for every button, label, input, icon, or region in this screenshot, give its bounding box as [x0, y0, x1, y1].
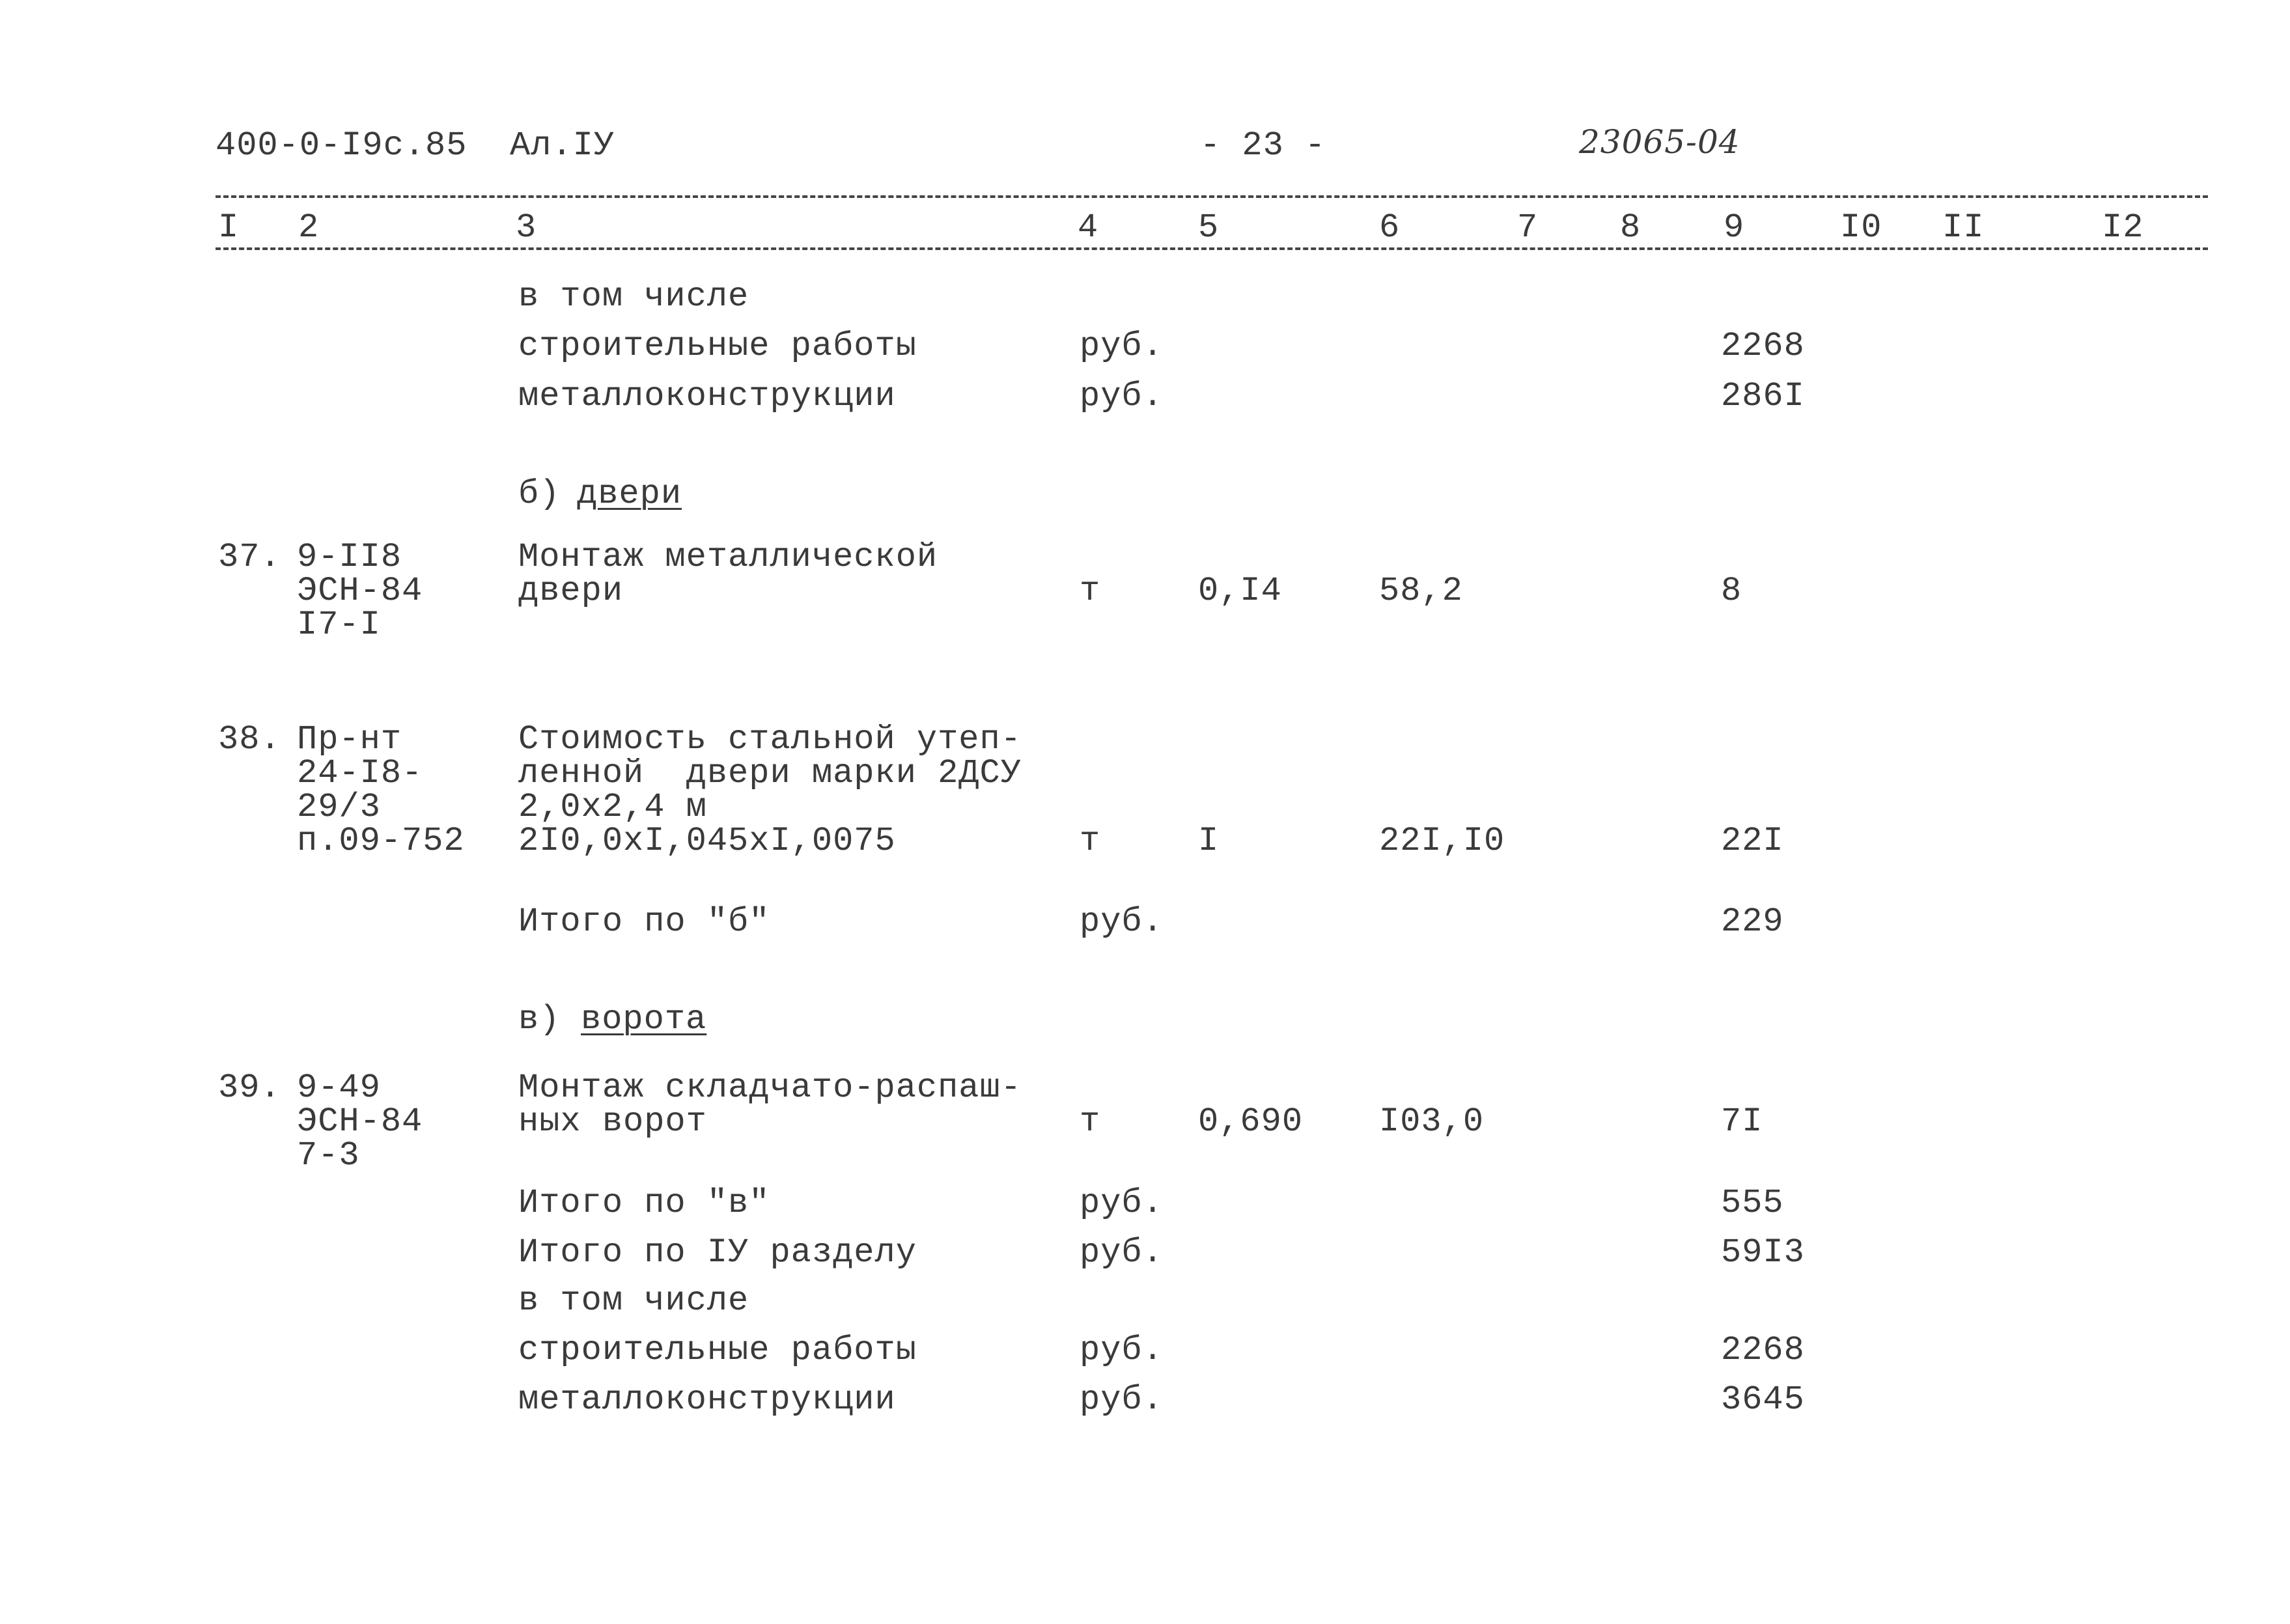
- top-dashed-rule: [216, 195, 2208, 198]
- row-39-number: 39.: [218, 1069, 281, 1107]
- subtotal-breakdown-label: в том числе: [518, 277, 749, 316]
- album-label: Ал.IУ: [510, 126, 615, 165]
- row-37-unit: т: [1080, 572, 1101, 610]
- total-v-unit: руб.: [1080, 1184, 1164, 1222]
- section-b-prefix: б): [518, 475, 561, 513]
- metal-structures-unit: руб.: [1080, 377, 1164, 415]
- section-v-title: ворота: [581, 1000, 707, 1039]
- row-39-unit-price: I03,0: [1379, 1102, 1485, 1141]
- column-number-2: 2: [298, 208, 320, 247]
- column-number-10: I0: [1840, 208, 1882, 247]
- row-37-description: Монтаж металлической двери: [518, 538, 938, 610]
- row-38-total: 22I: [1721, 822, 1784, 860]
- row-37-total: 8: [1721, 572, 1742, 610]
- column-number-4: 4: [1078, 208, 1099, 247]
- construction-works-label-2: строительные работы: [518, 1331, 917, 1369]
- total-b-unit: руб.: [1080, 903, 1164, 941]
- row-38-code: Пр-нт 24-I8- 29/3 п.09-752: [297, 720, 465, 860]
- row-39-description: Монтаж складчато-распаш- ных ворот: [518, 1069, 1022, 1141]
- row-38-quantity: I: [1198, 822, 1220, 860]
- row-39-total: 7I: [1721, 1102, 1763, 1141]
- construction-works-unit-2: руб.: [1080, 1331, 1164, 1369]
- column-number-3: 3: [516, 208, 537, 247]
- column-number-12: I2: [2102, 208, 2144, 247]
- handwritten-number: 23065-04: [1579, 123, 1740, 161]
- construction-works-unit: руб.: [1080, 327, 1164, 365]
- metal-structures-label: металлоконструкции: [518, 377, 896, 415]
- total-v-amount: 555: [1721, 1184, 1784, 1222]
- subtotal-breakdown-label-2: в том числе: [518, 1281, 749, 1320]
- column-number-9: 9: [1724, 208, 1745, 247]
- metal-structures-unit-2: руб.: [1080, 1380, 1164, 1419]
- column-number-11: II: [1942, 208, 1985, 247]
- row-37-unit-price: 58,2: [1379, 572, 1463, 610]
- metal-structures-amount-2: 3645: [1721, 1380, 1805, 1419]
- construction-works-amount: 2268: [1721, 327, 1805, 365]
- row-38-unit: т: [1080, 822, 1101, 860]
- total-section-iv-amount: 59I3: [1721, 1233, 1805, 1272]
- bottom-dashed-rule: [216, 247, 2208, 250]
- row-37-code: 9-II8 ЭСН-84 I7-I: [297, 538, 423, 644]
- document-code: 400-0-I9с.85: [216, 126, 468, 165]
- section-v-prefix: в): [518, 1000, 561, 1039]
- metal-structures-amount: 286I: [1721, 377, 1805, 415]
- total-b-label: Итого по "б": [518, 903, 770, 941]
- page-number: - 23 -: [1200, 126, 1326, 165]
- construction-works-amount-2: 2268: [1721, 1331, 1805, 1369]
- row-38-description: Стоимость стальной утеп- ленной двери марки 2ДСУ 2,0х2,4 м 2I0,0хI,045хI,0075: [518, 720, 1022, 860]
- row-37-number: 37.: [218, 538, 281, 576]
- row-39-code: 9-49 ЭСН-84 7-3: [297, 1069, 423, 1175]
- column-number-6: 6: [1379, 208, 1401, 247]
- column-number-8: 8: [1620, 208, 1641, 247]
- column-number-7: 7: [1517, 208, 1539, 247]
- metal-structures-label-2: металлоконструкции: [518, 1380, 896, 1419]
- construction-works-label: строительные работы: [518, 327, 917, 365]
- total-section-iv-label: Итого по IУ разделу: [518, 1233, 917, 1272]
- column-number-5: 5: [1198, 208, 1220, 247]
- row-39-unit: т: [1080, 1102, 1101, 1141]
- column-number-1: I: [218, 208, 240, 247]
- total-section-iv-unit: руб.: [1080, 1233, 1164, 1272]
- row-39-quantity: 0,690: [1198, 1102, 1304, 1141]
- row-38-unit-price: 22I,I0: [1379, 822, 1505, 860]
- row-38-number: 38.: [218, 720, 281, 759]
- section-b-title: двери: [577, 475, 682, 513]
- total-v-label: Итого по "в": [518, 1184, 770, 1222]
- total-b-amount: 229: [1721, 903, 1784, 941]
- row-37-quantity: 0,I4: [1198, 572, 1282, 610]
